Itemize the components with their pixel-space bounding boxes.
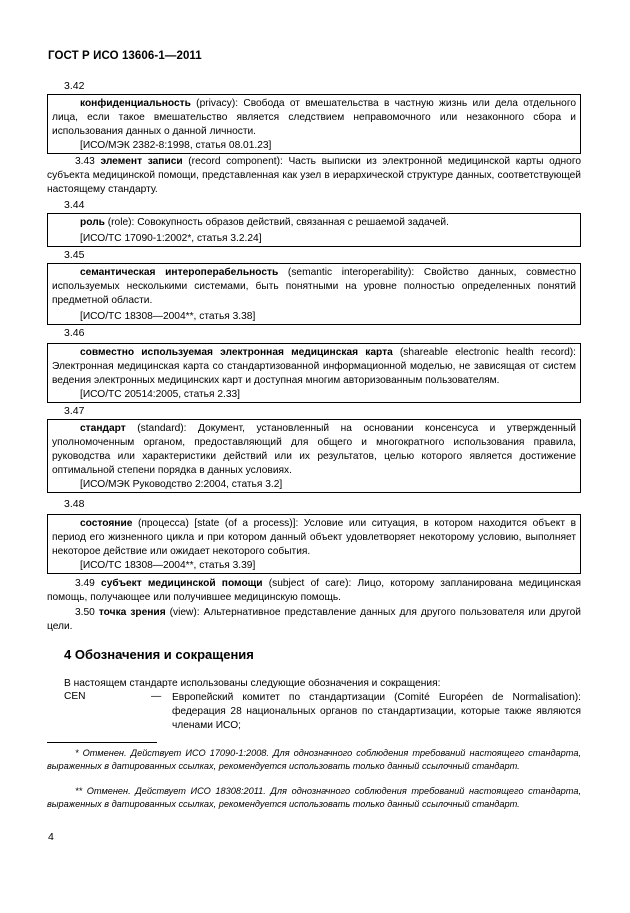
term-definition: (standard): Документ, установленный на основании консенсуса и утвержденный уполномоченным органом, предоставляющий для общего и многократного использования правила, руководства или характеристики действий или их результатов, целью которого является достижение оптимальной степени порядка в данных условиях. (52, 423, 576, 476)
term-definition: (shareable electronic health record): Электронная медицинская карта со стандартизованной информационной моделью, не зависящая от систем ведения электронных медицинских карт и доступная многим авторизованным пользователям. (52, 347, 576, 386)
footnote-2: ** Отменен. Действует ИСО 18308:2011. Для однозначного соблюдения требований настоящего стандарта, выраженных в датированных ссылках, рекомендуется использовать только данный ссылочный стандарт. (47, 786, 581, 809)
term-name: точка зрения (98, 607, 166, 618)
term-text (52, 422, 576, 478)
term-number: 3.43 (75, 156, 95, 167)
term-name: состояние (80, 518, 133, 529)
abbreviation-term: CEN (64, 691, 86, 702)
term-name: элемент записи (100, 156, 183, 167)
term-text (52, 517, 576, 559)
term-text (52, 346, 576, 388)
term-box-role (47, 213, 581, 247)
term-definition: (record component): Часть выписки из электронной медицинской карты одного субъекта медицинской помощи, представленная как узел в иерархической структуре данных, соответствующей настоящему стандарту. (47, 156, 581, 195)
term-number: 3.42 (64, 80, 85, 92)
abbreviation-definition: Европейский комитет по стандартизации (Comité Européen de Normalisation): федерация 28 национальных органов по стандартизации, которые также являются членами ИСО; (172, 692, 581, 731)
term-free-subject-of-care (47, 577, 581, 605)
term-definition: (subject of care): Лицо, которому запланирована медицинская помощь, получающее или получившее медицинскую помощь. (47, 578, 581, 603)
term-definition: (процесса) [state (of a process)]: Условие или ситуация, в котором находится объект в период его жизненного цикла и при котором данный объект удовлетворяет некоторому условию, выполняет некоторое действие или ожидает некоторого события. (52, 518, 576, 557)
term-source: [ИСО/ТС 20514:2005, статья 2.33] (80, 389, 240, 400)
footnote-1: * Отменен. Действует ИСО 17090-1:2008. Для однозначного соблюдения требований настоящего стандарта, выраженных в датированных ссылках, рекомендуется использовать только данный ссылочный стандарт. (47, 748, 581, 771)
term-name: стандарт (80, 423, 126, 434)
term-source: [ИСО/МЭК Руководство 2:2004, статья 3.2] (80, 479, 283, 490)
term-box-state (47, 514, 581, 574)
term-name: совместно используемая электронная медицинская карта (80, 347, 393, 358)
term-text (52, 97, 576, 139)
term-text (47, 155, 581, 197)
term-source: [ИСО/ТС 18308—2004**, статья 3.38] (80, 311, 256, 322)
term-name: конфиденциальность (80, 98, 191, 109)
term-source: [ИСО/ТС 18308—2004**, статья 3.39] (80, 560, 256, 571)
footnote-divider (47, 742, 157, 743)
term-box-standard (47, 419, 581, 493)
section-heading: 4 Обозначения и сокращения (64, 647, 254, 662)
term-box-shareable-ehr (47, 343, 581, 403)
document-header: ГОСТ Р ИСО 13606-1—2011 (48, 50, 202, 62)
term-number: 3.47 (64, 405, 85, 417)
term-source: [ИСО/ТС 17090-1:2002*, статья 3.2.24] (80, 233, 262, 244)
abbreviation-dash: — (151, 691, 162, 702)
term-definition: (semantic interoperability): Свойство данных, совместно используемых несколькими системами, быть понятными на уровне полностью определенных понятий предметной области. (52, 267, 576, 306)
term-number: 3.44 (64, 199, 85, 211)
term-name: субъект медицинской помощи (101, 578, 263, 589)
term-definition: (privacy): Свобода от вмешательства в частную жизнь или дела отдельного лица, если такое вмешательство является следствием неправомочного или незаконного сбора и использования данных о данной личности. (52, 98, 576, 137)
term-box-privacy (47, 94, 581, 154)
term-definition: (role): Совокупность образов действий, связанная с решаемой задачей. (104, 217, 449, 228)
term-name: роль (80, 217, 105, 228)
term-number: 3.45 (64, 249, 85, 261)
term-box-semantic-interoperability (47, 263, 581, 325)
term-number: 3.50 (75, 607, 95, 618)
term-text (52, 266, 576, 308)
term-number: 3.48 (64, 498, 85, 510)
term-text (52, 216, 576, 230)
term-definition: (view): Альтернативное представление данных для другого пользователя или другой цели. (47, 607, 581, 632)
term-source: [ИСО/МЭК 2382-8:1998, статья 08.01.23] (80, 140, 272, 151)
term-text (47, 577, 581, 605)
term-free-view (47, 606, 581, 634)
term-number: 3.46 (64, 327, 85, 339)
term-text (47, 606, 581, 634)
term-number: 3.49 (75, 578, 95, 589)
page-number: 4 (48, 831, 54, 843)
term-free-record-component (47, 155, 581, 197)
section-intro: В настоящем стандарте использованы следующие обозначения и сокращения: (64, 678, 441, 689)
term-name: семантическая интероперабельность (80, 267, 279, 278)
